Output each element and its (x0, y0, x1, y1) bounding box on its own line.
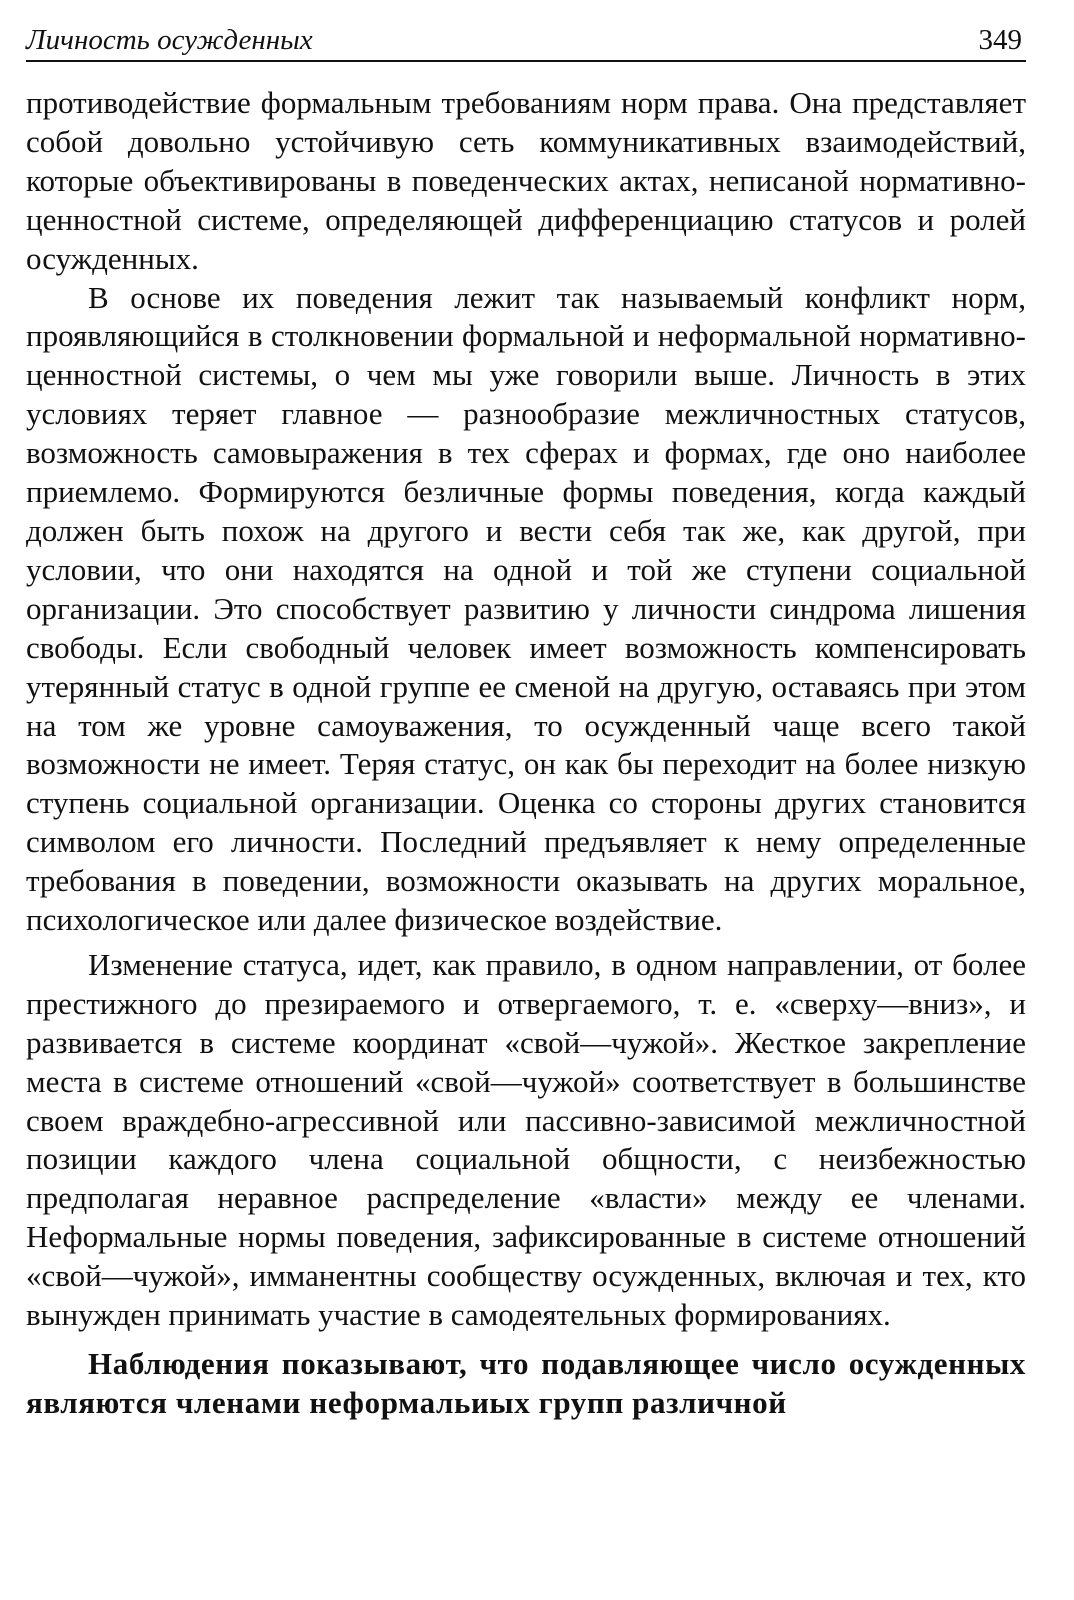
body-text (26, 84, 1026, 1423)
running-head (26, 22, 1026, 62)
running-title: Личность осужденных (26, 24, 313, 56)
paragraph-observations-bold: Наблюдения показывают, что подавляющее число осужденных являются членами неформальиых групп различной (26, 1346, 1026, 1420)
paragraph-conflict-of-norms: В основе их поведения лежит так называемый конфликт норм, проявляющийся в столкновении формальной и неформальной нормативно-ценностной системы, о чем мы уже говорили выше. Личность в этих условиях теряет главное — разнообразие межличностных статусов, возможность самовыражения в тех сферах и формах, где оно наиболее приемлемо. Формируются безличные формы поведения, когда каждый должен быть похож на другого и вести себя так же, как другой, при условии, что они находятся на одной и той же ступени социальной организации. Это способствует развитию у личности синдрома лишения свободы. Если свободный человек имеет возможность компенсировать утерянный статус в одной группе ее сменой на другую, оставаясь при этом на том же уровне самоуважения, то осужденный чаще всего такой возможности не имеет. Теряя статус, он как бы переходит на более низкую ступень социальной организации. Оценка со стороны других становится символом его личности. Последний предъявляет к нему определенные требования в поведении, возможности оказывать на других моральное, психологическое или далее физическое воздействие. (26, 279, 1026, 938)
paragraph-continuation: противодействие формальным требованиям норм права. Она представляет собой довольно устойчивую сеть коммуникативных взаимодействий, которые объективированы в поведенческих актах, неписаной нормативно-ценностной системе, определяющей дифференциацию статусов и ролей осужденных. (26, 85, 1026, 276)
paragraph-status-change: Изменение статуса, идет, как правило, в одном направлении, от более престижного до презираемого и отвергаемого, т. е. «сверху—вниз», и развивается в системе координат «свой—чужой». Жесткое закрепление места в системе отношений «свой—чужой» соответствует в большинстве своем враждебно-агрессивной или пассивно-зависимой межличностной позиции каждого члена социальной общности, с неизбежностью предполагая неравное распределение «власти» между ее членами. Неформальные нормы поведения, зафиксированные в системе отношений «свой—чужой», имманентны сообществу осужденных, включая и тех, кто вынужден принимать участие в самодеятельных формированиях. (26, 946, 1026, 1333)
page-number: 349 (978, 24, 1022, 56)
book-page (26, 22, 1026, 1423)
